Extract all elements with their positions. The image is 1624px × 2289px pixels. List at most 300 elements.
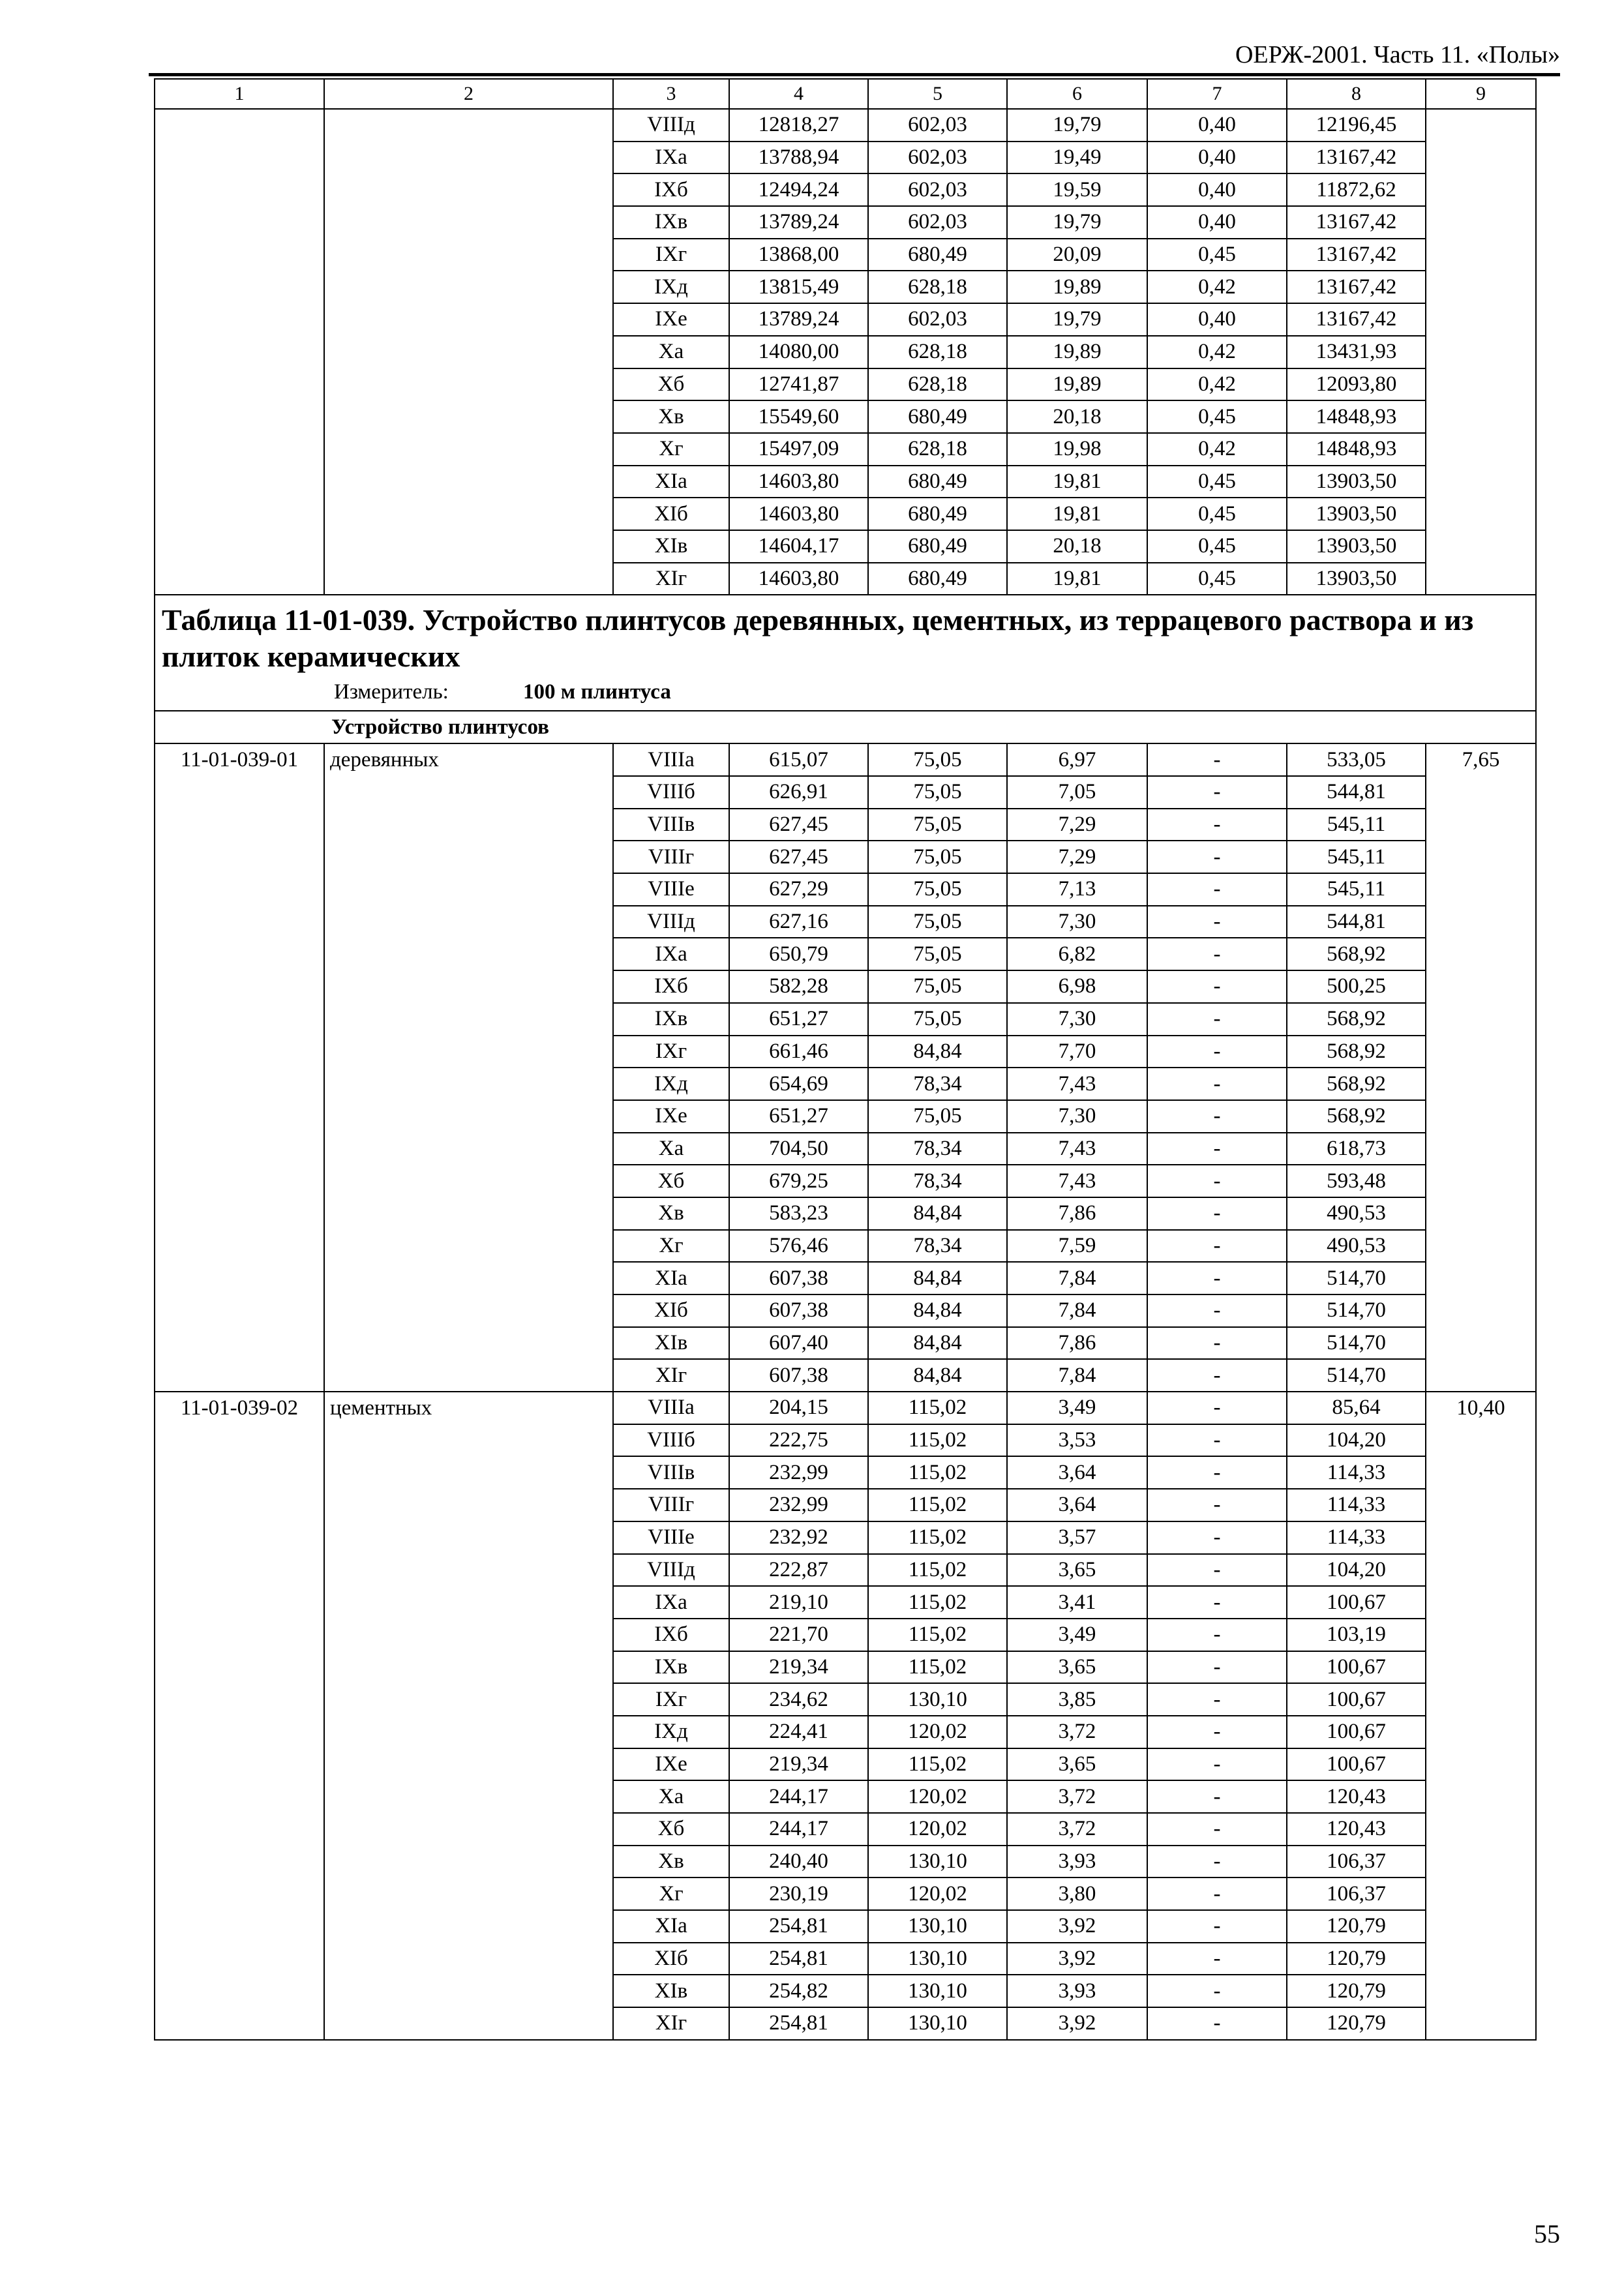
- column-number: 7: [1147, 79, 1287, 109]
- machinist-wage-cell: -: [1147, 873, 1287, 906]
- materials-cost-cell: 85,64: [1287, 1392, 1426, 1424]
- direct-cost-cell: 204,15: [729, 1392, 868, 1424]
- machinist-wage-cell: -: [1147, 1489, 1287, 1521]
- materials-cost-cell: 568,92: [1287, 1036, 1426, 1068]
- header-rule: [149, 73, 1560, 76]
- labor-cost-cell: 115,02: [868, 1619, 1007, 1651]
- direct-cost-cell: 254,82: [729, 1975, 868, 2007]
- machinist-wage-cell: -: [1147, 809, 1287, 841]
- machine-cost-cell: 19,49: [1007, 142, 1147, 174]
- machinist-wage-cell: -: [1147, 1943, 1287, 1975]
- labor-cost-cell: 115,02: [868, 1424, 1007, 1457]
- labor-cost-cell: 84,84: [868, 1262, 1007, 1294]
- labor-cost-cell: 130,10: [868, 1846, 1007, 1878]
- labor-cost-cell: 115,02: [868, 1392, 1007, 1424]
- labor-cost-cell: 84,84: [868, 1359, 1007, 1392]
- materials-cost-cell: 100,67: [1287, 1683, 1426, 1716]
- machinist-wage-cell: 0,45: [1147, 239, 1287, 271]
- direct-cost-cell: 232,99: [729, 1489, 868, 1521]
- machinist-wage-cell: 0,42: [1147, 368, 1287, 401]
- labor-cost-cell: 120,02: [868, 1878, 1007, 1910]
- direct-cost-cell: 651,27: [729, 1100, 868, 1133]
- machinist-wage-cell: -: [1147, 1813, 1287, 1846]
- region-cell: VIIIе: [613, 873, 729, 906]
- machine-cost-cell: 7,84: [1007, 1262, 1147, 1294]
- machine-cost-cell: 7,30: [1007, 1100, 1147, 1133]
- materials-cost-cell: 13431,93: [1287, 336, 1426, 368]
- direct-cost-cell: 627,29: [729, 873, 868, 906]
- name-cell: [324, 109, 613, 595]
- machinist-wage-cell: 0,42: [1147, 433, 1287, 466]
- machine-cost-cell: 19,81: [1007, 466, 1147, 498]
- direct-cost-cell: 576,46: [729, 1230, 868, 1263]
- materials-cost-cell: 13903,50: [1287, 498, 1426, 530]
- machine-cost-cell: 7,59: [1007, 1230, 1147, 1263]
- work-name-cell: деревянных: [324, 743, 613, 1392]
- direct-cost-cell: 230,19: [729, 1878, 868, 1910]
- labor-cost-cell: 680,49: [868, 466, 1007, 498]
- region-cell: XIб: [613, 498, 729, 530]
- region-cell: IXа: [613, 1586, 729, 1619]
- machine-cost-cell: 7,29: [1007, 841, 1147, 873]
- machinist-wage-cell: -: [1147, 2007, 1287, 2040]
- labor-cost-cell: 75,05: [868, 873, 1007, 906]
- direct-cost-cell: 13788,94: [729, 142, 868, 174]
- labor-cost-cell: 75,05: [868, 938, 1007, 970]
- labor-cost-cell: 78,34: [868, 1230, 1007, 1263]
- region-cell: VIIIа: [613, 1392, 729, 1424]
- labor-cost-cell: 84,84: [868, 1327, 1007, 1360]
- region-cell: Xг: [613, 1230, 729, 1263]
- direct-cost-cell: 627,16: [729, 906, 868, 938]
- materials-cost-cell: 13167,42: [1287, 206, 1426, 239]
- region-cell: IXб: [613, 173, 729, 206]
- machinist-wage-cell: -: [1147, 1780, 1287, 1813]
- machine-cost-cell: 3,85: [1007, 1683, 1147, 1716]
- direct-cost-cell: 12741,87: [729, 368, 868, 401]
- machine-cost-cell: 7,86: [1007, 1327, 1147, 1360]
- materials-cost-cell: 593,48: [1287, 1165, 1426, 1197]
- direct-cost-cell: 12494,24: [729, 173, 868, 206]
- machine-cost-cell: 19,89: [1007, 271, 1147, 303]
- labor-cost-cell: 75,05: [868, 809, 1007, 841]
- labor-cost-cell: 602,03: [868, 142, 1007, 174]
- direct-cost-cell: 254,81: [729, 1910, 868, 1943]
- materials-cost-cell: 13167,42: [1287, 142, 1426, 174]
- materials-cost-cell: 545,11: [1287, 809, 1426, 841]
- materials-cost-cell: 13903,50: [1287, 563, 1426, 595]
- machine-cost-cell: 3,64: [1007, 1456, 1147, 1489]
- direct-cost-cell: 607,40: [729, 1327, 868, 1360]
- machine-cost-cell: 20,18: [1007, 530, 1147, 563]
- machine-cost-cell: 20,18: [1007, 400, 1147, 433]
- machinist-wage-cell: -: [1147, 1910, 1287, 1943]
- materials-cost-cell: 120,79: [1287, 1910, 1426, 1943]
- region-cell: IXе: [613, 1100, 729, 1133]
- machinist-wage-cell: -: [1147, 1521, 1287, 1554]
- machine-cost-cell: 3,93: [1007, 1846, 1147, 1878]
- rate-cell: [1426, 109, 1536, 595]
- labor-cost-cell: 130,10: [868, 1975, 1007, 2007]
- machinist-wage-cell: -: [1147, 1683, 1287, 1716]
- machine-cost-cell: 19,79: [1007, 303, 1147, 336]
- labor-cost-cell: 120,02: [868, 1716, 1007, 1748]
- labor-cost-cell: 84,84: [868, 1294, 1007, 1327]
- column-number: 3: [613, 79, 729, 109]
- materials-cost-cell: 490,53: [1287, 1197, 1426, 1230]
- labor-cost-cell: 602,03: [868, 303, 1007, 336]
- machinist-wage-cell: -: [1147, 938, 1287, 970]
- direct-cost-cell: 627,45: [729, 809, 868, 841]
- direct-cost-cell: 232,92: [729, 1521, 868, 1554]
- machine-cost-cell: 7,84: [1007, 1294, 1147, 1327]
- direct-cost-cell: 654,69: [729, 1068, 868, 1100]
- materials-cost-cell: 514,70: [1287, 1327, 1426, 1360]
- materials-cost-cell: 568,92: [1287, 938, 1426, 970]
- direct-cost-cell: 254,81: [729, 2007, 868, 2040]
- region-cell: Xв: [613, 1197, 729, 1230]
- machine-cost-cell: 3,65: [1007, 1554, 1147, 1587]
- labor-cost-cell: 130,10: [868, 2007, 1007, 2040]
- machinist-wage-cell: 0,45: [1147, 563, 1287, 595]
- region-cell: Xа: [613, 1133, 729, 1165]
- machinist-wage-cell: 0,40: [1147, 303, 1287, 336]
- labor-cost-cell: 75,05: [868, 1003, 1007, 1036]
- materials-cost-cell: 500,25: [1287, 970, 1426, 1003]
- direct-cost-cell: 232,99: [729, 1456, 868, 1489]
- machine-cost-cell: 3,49: [1007, 1392, 1147, 1424]
- machinist-wage-cell: -: [1147, 1133, 1287, 1165]
- machinist-wage-cell: -: [1147, 1262, 1287, 1294]
- labor-cost-cell: 75,05: [868, 1100, 1007, 1133]
- materials-cost-cell: 533,05: [1287, 743, 1426, 776]
- region-cell: XIб: [613, 1294, 729, 1327]
- direct-cost-cell: 661,46: [729, 1036, 868, 1068]
- region-cell: XIа: [613, 1262, 729, 1294]
- region-cell: Xа: [613, 336, 729, 368]
- materials-cost-cell: 545,11: [1287, 873, 1426, 906]
- labor-cost-cell: 115,02: [868, 1586, 1007, 1619]
- machine-cost-cell: 3,92: [1007, 1910, 1147, 1943]
- labor-cost-cell: 602,03: [868, 109, 1007, 142]
- region-cell: Xа: [613, 1780, 729, 1813]
- column-number: 1: [155, 79, 324, 109]
- labor-cost-cell: 680,49: [868, 530, 1007, 563]
- region-cell: Xв: [613, 400, 729, 433]
- labor-cost-cell: 120,02: [868, 1780, 1007, 1813]
- machinist-wage-cell: -: [1147, 1651, 1287, 1684]
- machinist-wage-cell: -: [1147, 1846, 1287, 1878]
- materials-cost-cell: 120,43: [1287, 1780, 1426, 1813]
- region-cell: VIIIб: [613, 776, 729, 809]
- direct-cost-cell: 14603,80: [729, 498, 868, 530]
- labor-cost-cell: 130,10: [868, 1683, 1007, 1716]
- materials-cost-cell: 568,92: [1287, 1068, 1426, 1100]
- materials-cost-cell: 100,67: [1287, 1748, 1426, 1781]
- materials-cost-cell: 13167,42: [1287, 303, 1426, 336]
- machinist-wage-cell: 0,40: [1147, 109, 1287, 142]
- machine-cost-cell: 19,59: [1007, 173, 1147, 206]
- machine-cost-cell: 7,30: [1007, 906, 1147, 938]
- direct-cost-cell: 582,28: [729, 970, 868, 1003]
- machine-cost-cell: 7,29: [1007, 809, 1147, 841]
- direct-cost-cell: 607,38: [729, 1294, 868, 1327]
- machine-cost-cell: 19,89: [1007, 336, 1147, 368]
- labor-rate-cell: 7,65: [1426, 743, 1536, 1392]
- materials-cost-cell: 106,37: [1287, 1846, 1426, 1878]
- machine-cost-cell: 19,79: [1007, 206, 1147, 239]
- labor-cost-cell: 680,49: [868, 239, 1007, 271]
- labor-cost-cell: 130,10: [868, 1910, 1007, 1943]
- region-cell: VIIIд: [613, 1554, 729, 1587]
- machine-cost-cell: 7,70: [1007, 1036, 1147, 1068]
- region-cell: VIIIб: [613, 1424, 729, 1457]
- labor-cost-cell: 130,10: [868, 1943, 1007, 1975]
- materials-cost-cell: 514,70: [1287, 1359, 1426, 1392]
- materials-cost-cell: 100,67: [1287, 1651, 1426, 1684]
- materials-cost-cell: 13903,50: [1287, 530, 1426, 563]
- machine-cost-cell: 6,82: [1007, 938, 1147, 970]
- machine-cost-cell: 19,98: [1007, 433, 1147, 466]
- direct-cost-cell: 13789,24: [729, 206, 868, 239]
- region-cell: VIIIг: [613, 1489, 729, 1521]
- materials-cost-cell: 514,70: [1287, 1262, 1426, 1294]
- direct-cost-cell: 13815,49: [729, 271, 868, 303]
- labor-cost-cell: 75,05: [868, 906, 1007, 938]
- direct-cost-cell: 15549,60: [729, 400, 868, 433]
- direct-cost-cell: 607,38: [729, 1262, 868, 1294]
- column-number: 2: [324, 79, 613, 109]
- labor-cost-cell: 115,02: [868, 1521, 1007, 1554]
- column-number: 6: [1007, 79, 1147, 109]
- materials-cost-cell: 120,79: [1287, 1975, 1426, 2007]
- region-cell: XIв: [613, 530, 729, 563]
- direct-cost-cell: 244,17: [729, 1780, 868, 1813]
- direct-cost-cell: 221,70: [729, 1619, 868, 1651]
- machinist-wage-cell: -: [1147, 1586, 1287, 1619]
- region-cell: VIIIв: [613, 809, 729, 841]
- table-title-cell: [155, 595, 1536, 711]
- labor-cost-cell: 680,49: [868, 498, 1007, 530]
- labor-cost-cell: 120,02: [868, 1813, 1007, 1846]
- region-cell: IXд: [613, 271, 729, 303]
- labor-cost-cell: 78,34: [868, 1068, 1007, 1100]
- machine-cost-cell: 19,79: [1007, 109, 1147, 142]
- machinist-wage-cell: 0,45: [1147, 498, 1287, 530]
- region-cell: Xб: [613, 1813, 729, 1846]
- region-cell: Xг: [613, 1878, 729, 1910]
- direct-cost-cell: 224,41: [729, 1716, 868, 1748]
- direct-cost-cell: 244,17: [729, 1813, 868, 1846]
- direct-cost-cell: 15497,09: [729, 433, 868, 466]
- machine-cost-cell: 7,84: [1007, 1359, 1147, 1392]
- materials-cost-cell: 12093,80: [1287, 368, 1426, 401]
- machine-cost-cell: 3,53: [1007, 1424, 1147, 1457]
- direct-cost-cell: 234,62: [729, 1683, 868, 1716]
- machinist-wage-cell: -: [1147, 1100, 1287, 1133]
- region-cell: XIв: [613, 1327, 729, 1360]
- materials-cost-cell: 104,20: [1287, 1424, 1426, 1457]
- materials-cost-cell: 104,20: [1287, 1554, 1426, 1587]
- machinist-wage-cell: -: [1147, 1165, 1287, 1197]
- machine-cost-cell: 3,64: [1007, 1489, 1147, 1521]
- region-cell: Xв: [613, 1846, 729, 1878]
- machine-cost-cell: 3,92: [1007, 1943, 1147, 1975]
- labor-cost-cell: 602,03: [868, 173, 1007, 206]
- region-cell: IXб: [613, 970, 729, 1003]
- machinist-wage-cell: -: [1147, 1456, 1287, 1489]
- direct-cost-cell: 651,27: [729, 1003, 868, 1036]
- labor-cost-cell: 115,02: [868, 1651, 1007, 1684]
- labor-cost-cell: 115,02: [868, 1554, 1007, 1587]
- labor-cost-cell: 75,05: [868, 743, 1007, 776]
- materials-cost-cell: 120,79: [1287, 2007, 1426, 2040]
- machine-cost-cell: 3,92: [1007, 2007, 1147, 2040]
- table-row: [155, 1392, 1536, 1424]
- machinist-wage-cell: -: [1147, 1003, 1287, 1036]
- region-cell: IXа: [613, 938, 729, 970]
- direct-cost-cell: 14603,80: [729, 466, 868, 498]
- labor-cost-cell: 115,02: [868, 1748, 1007, 1781]
- region-cell: IXв: [613, 1003, 729, 1036]
- materials-cost-cell: 618,73: [1287, 1133, 1426, 1165]
- region-cell: IXв: [613, 1651, 729, 1684]
- unit-of-measure-label: Измеритель:: [334, 680, 449, 704]
- direct-cost-cell: 222,87: [729, 1554, 868, 1587]
- materials-cost-cell: 545,11: [1287, 841, 1426, 873]
- machinist-wage-cell: -: [1147, 1748, 1287, 1781]
- region-cell: IXб: [613, 1619, 729, 1651]
- direct-cost-cell: 607,38: [729, 1359, 868, 1392]
- machinist-wage-cell: -: [1147, 1716, 1287, 1748]
- machine-cost-cell: 3,80: [1007, 1878, 1147, 1910]
- region-cell: VIIIг: [613, 841, 729, 873]
- labor-cost-cell: 628,18: [868, 271, 1007, 303]
- page-header-title: ОЕРЖ-2001. Часть 11. «Полы»: [1235, 41, 1560, 68]
- labor-cost-cell: 680,49: [868, 563, 1007, 595]
- materials-cost-cell: 100,67: [1287, 1586, 1426, 1619]
- machinist-wage-cell: 0,40: [1147, 206, 1287, 239]
- machinist-wage-cell: -: [1147, 776, 1287, 809]
- region-cell: IXд: [613, 1068, 729, 1100]
- materials-cost-cell: 544,81: [1287, 776, 1426, 809]
- direct-cost-cell: 14603,80: [729, 563, 868, 595]
- region-cell: XIв: [613, 1975, 729, 2007]
- machine-cost-cell: 3,72: [1007, 1813, 1147, 1846]
- table-title-row: [155, 595, 1536, 711]
- section-heading: Устройство плинтусов: [155, 711, 1536, 743]
- machine-cost-cell: 3,72: [1007, 1780, 1147, 1813]
- materials-cost-cell: 11872,62: [1287, 173, 1426, 206]
- machinist-wage-cell: -: [1147, 1554, 1287, 1587]
- labor-cost-cell: 75,05: [868, 970, 1007, 1003]
- machinist-wage-cell: -: [1147, 1619, 1287, 1651]
- labor-cost-cell: 84,84: [868, 1197, 1007, 1230]
- rates-table: [154, 78, 1537, 2041]
- machine-cost-cell: 3,57: [1007, 1521, 1147, 1554]
- column-number-row: [155, 79, 1536, 109]
- labor-cost-cell: 628,18: [868, 368, 1007, 401]
- labor-cost-cell: 75,05: [868, 841, 1007, 873]
- region-cell: IXг: [613, 239, 729, 271]
- materials-cost-cell: 103,19: [1287, 1619, 1426, 1651]
- materials-cost-cell: 120,79: [1287, 1943, 1426, 1975]
- column-number: 5: [868, 79, 1007, 109]
- direct-cost-cell: 254,81: [729, 1943, 868, 1975]
- direct-cost-cell: 240,40: [729, 1846, 868, 1878]
- labor-cost-cell: 602,03: [868, 206, 1007, 239]
- region-cell: VIIIа: [613, 743, 729, 776]
- direct-cost-cell: 219,34: [729, 1748, 868, 1781]
- region-cell: IXа: [613, 142, 729, 174]
- materials-cost-cell: 114,33: [1287, 1521, 1426, 1554]
- region-cell: VIIIв: [613, 1456, 729, 1489]
- region-cell: IXв: [613, 206, 729, 239]
- materials-cost-cell: 14848,93: [1287, 400, 1426, 433]
- region-cell: XIб: [613, 1943, 729, 1975]
- machinist-wage-cell: 0,40: [1147, 142, 1287, 174]
- machine-cost-cell: 3,65: [1007, 1748, 1147, 1781]
- direct-cost-cell: 14604,17: [729, 530, 868, 563]
- machinist-wage-cell: -: [1147, 743, 1287, 776]
- materials-cost-cell: 120,43: [1287, 1813, 1426, 1846]
- direct-cost-cell: 219,34: [729, 1651, 868, 1684]
- materials-cost-cell: 568,92: [1287, 1100, 1426, 1133]
- direct-cost-cell: 13868,00: [729, 239, 868, 271]
- region-cell: XIг: [613, 1359, 729, 1392]
- column-number: 9: [1426, 79, 1536, 109]
- code-cell: [155, 109, 324, 595]
- labor-cost-cell: 115,02: [868, 1456, 1007, 1489]
- direct-cost-cell: 679,25: [729, 1165, 868, 1197]
- machine-cost-cell: 7,43: [1007, 1165, 1147, 1197]
- labor-cost-cell: 84,84: [868, 1036, 1007, 1068]
- column-number: 4: [729, 79, 868, 109]
- materials-cost-cell: 12196,45: [1287, 109, 1426, 142]
- region-cell: VIIIе: [613, 1521, 729, 1554]
- direct-cost-cell: 14080,00: [729, 336, 868, 368]
- rates-table-body: [155, 79, 1536, 2040]
- labor-cost-cell: 628,18: [868, 336, 1007, 368]
- section-row: [155, 711, 1536, 743]
- machinist-wage-cell: -: [1147, 906, 1287, 938]
- machine-cost-cell: 3,72: [1007, 1716, 1147, 1748]
- region-cell: IXе: [613, 1748, 729, 1781]
- materials-cost-cell: 514,70: [1287, 1294, 1426, 1327]
- materials-cost-cell: 114,33: [1287, 1456, 1426, 1489]
- region-cell: IXе: [613, 303, 729, 336]
- direct-cost-cell: 12818,27: [729, 109, 868, 142]
- machinist-wage-cell: -: [1147, 1230, 1287, 1263]
- labor-cost-cell: 115,02: [868, 1489, 1007, 1521]
- column-number: 8: [1287, 79, 1426, 109]
- rate-code-cell: 11-01-039-02: [155, 1392, 324, 2040]
- labor-rate-cell: 10,40: [1426, 1392, 1536, 2040]
- machinist-wage-cell: -: [1147, 1197, 1287, 1230]
- direct-cost-cell: 13789,24: [729, 303, 868, 336]
- machine-cost-cell: 6,98: [1007, 970, 1147, 1003]
- machinist-wage-cell: -: [1147, 1068, 1287, 1100]
- labor-cost-cell: 78,34: [868, 1133, 1007, 1165]
- direct-cost-cell: 222,75: [729, 1424, 868, 1457]
- machine-cost-cell: 3,93: [1007, 1975, 1147, 2007]
- labor-cost-cell: 680,49: [868, 400, 1007, 433]
- direct-cost-cell: 615,07: [729, 743, 868, 776]
- direct-cost-cell: 219,10: [729, 1586, 868, 1619]
- machinist-wage-cell: 0,40: [1147, 173, 1287, 206]
- machine-cost-cell: 19,81: [1007, 563, 1147, 595]
- direct-cost-cell: 626,91: [729, 776, 868, 809]
